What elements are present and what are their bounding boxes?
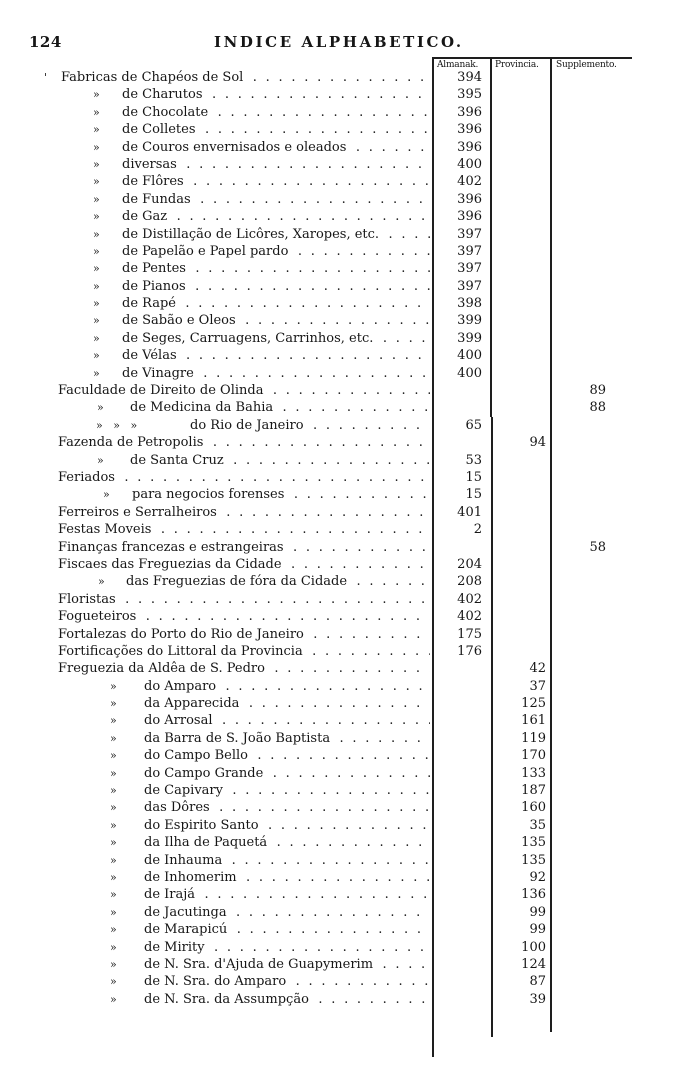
entry-text (58, 556, 430, 573)
entry-text (122, 226, 430, 243)
index-row (0, 904, 693, 921)
supplemento-page: 88 (589, 400, 606, 416)
entry-text (144, 921, 430, 938)
index-row (0, 208, 693, 225)
provincia-page: 42 (529, 661, 546, 677)
index-row (0, 886, 693, 903)
entry-label: Fortalezas do Porto do Rio de Janeiro (58, 627, 307, 642)
provincia-page: 161 (521, 713, 546, 729)
index-row (0, 243, 693, 260)
entry-text (122, 312, 430, 329)
almanak-page: 397 (457, 278, 482, 294)
almanak-page: 399 (457, 330, 482, 346)
entry-label: do Espirito Santo (144, 818, 262, 833)
ditto-mark: » (93, 192, 100, 206)
entry-text (122, 278, 430, 295)
provincia-page: 133 (521, 765, 546, 781)
entry-label: de N. Sra. d'Ajuda de Guapymerim (144, 957, 376, 972)
index-row (0, 956, 693, 973)
page-title: INDICE ALPHABETICO. (214, 33, 464, 51)
provincia-page: 170 (521, 748, 546, 764)
almanak-page: 15 (465, 469, 482, 485)
entry-text (130, 452, 430, 469)
entry-text (132, 486, 430, 503)
ditto-mark: » (93, 314, 100, 328)
entry-label: de Medicina da Bahia (130, 400, 276, 415)
entry-label: de Vinagre (122, 366, 197, 381)
index-row (0, 434, 693, 451)
index-row (0, 834, 693, 851)
ditto-mark: » (110, 836, 117, 850)
provincia-page: 125 (521, 696, 546, 712)
index-row (0, 556, 693, 573)
entry-label: de Seges, Carruagens, Carrinhos, etc. (122, 331, 376, 346)
entry-text (144, 782, 430, 799)
index-row (0, 660, 693, 677)
index-row (0, 191, 693, 208)
almanak-page: 208 (457, 574, 482, 590)
ditto-mark: » (110, 905, 117, 919)
provincia-page: 135 (521, 835, 546, 851)
entry-label: de Jacutinga (144, 905, 230, 920)
entry-text (144, 678, 430, 695)
provincia-page: 160 (521, 800, 546, 816)
ditto-mark: » (93, 123, 100, 137)
provincia-page: 94 (529, 435, 546, 451)
index-row (0, 330, 693, 347)
ditto-mark: » (110, 975, 117, 989)
ditto-mark: » (110, 766, 117, 780)
entry-text (144, 939, 430, 956)
index-row (0, 121, 693, 138)
entry-label: de Charutos (122, 87, 206, 102)
entry-text (130, 399, 430, 416)
almanak-page: 400 (457, 348, 482, 364)
index-row (0, 730, 693, 747)
provincia-page: 99 (529, 922, 546, 938)
entry-label: Fortificações do Littoral da Provincia (58, 644, 306, 659)
entry-label: de Papelão e Papel pardo (122, 244, 291, 259)
entry-text (144, 799, 430, 816)
entry-label: de Santa Cruz (130, 453, 227, 468)
ditto-mark: » (110, 801, 117, 815)
index-row (0, 782, 693, 799)
entry-label: de Irajá (144, 887, 198, 902)
entry-text (58, 382, 430, 399)
almanak-page: 396 (457, 104, 482, 120)
index-row (0, 712, 693, 729)
entry-label: de Pentes (122, 261, 189, 276)
entry-label: Festas Moveis (58, 522, 154, 537)
entry-label: de Vélas (122, 348, 180, 363)
ditto-mark: » (110, 853, 117, 867)
index-row (0, 573, 693, 590)
ditto-mark: » (110, 923, 117, 937)
entry-text (144, 904, 430, 921)
index-row (0, 521, 693, 538)
entry-label: de Pianos (122, 279, 189, 294)
almanak-page: 396 (457, 122, 482, 138)
provincia-page: 135 (521, 852, 546, 868)
entry-label: Faculdade de Direito de Olinda (58, 383, 266, 398)
ditto-mark: » (93, 105, 100, 119)
ditto-mark: » (110, 731, 117, 745)
almanak-page: 176 (457, 643, 482, 659)
provincia-page: 37 (529, 678, 546, 694)
index-row (0, 678, 693, 695)
ditto-mark: » (110, 749, 117, 763)
entry-text (122, 156, 430, 173)
entry-label: Floristas (58, 592, 119, 607)
index-row (0, 626, 693, 643)
entry-text (144, 886, 430, 903)
entry-label: de Rapé (122, 296, 179, 311)
provincia-page: 187 (521, 783, 546, 799)
provincia-page: 39 (529, 991, 546, 1007)
index-row (0, 869, 693, 886)
entry-label: de Colletes (122, 122, 199, 137)
entry-text (58, 626, 430, 643)
ditto-mark: » (103, 488, 110, 502)
index-row (0, 991, 693, 1008)
entry-text (122, 347, 430, 364)
header-rule (432, 57, 632, 59)
entry-label: de Gaz (122, 209, 170, 224)
ditto-mark: » (93, 331, 100, 345)
index-row (0, 260, 693, 277)
ditto-mark: » (110, 697, 117, 711)
entry-text (122, 139, 430, 156)
index-row (0, 643, 693, 660)
index-row (0, 139, 693, 156)
index-row (0, 295, 693, 312)
entry-text (122, 173, 430, 190)
entry-label: de Couros envernisados e oleados (122, 140, 349, 155)
index-row (0, 852, 693, 869)
index-row (0, 591, 693, 608)
index-row (0, 469, 693, 486)
index-row (0, 921, 693, 938)
entry-text (122, 86, 430, 103)
entry-label: de Distillação de Licôres, Xaropes, etc. (122, 227, 382, 242)
supplemento-page: 89 (589, 383, 606, 399)
provincia-page: 119 (521, 730, 546, 746)
ditto-mark: » (93, 157, 100, 171)
provincia-page: 99 (529, 904, 546, 920)
entry-label: de Fundas (122, 192, 194, 207)
entry-label: do Campo Bello (144, 748, 251, 763)
entry-label: diversas (122, 157, 180, 172)
entry-label: do Campo Grande (144, 766, 266, 781)
almanak-page: 394 (457, 70, 482, 85)
entry-text (122, 208, 430, 225)
entry-text (58, 608, 430, 625)
entry-label: Fogueteiros (58, 609, 139, 624)
index-row (0, 69, 693, 86)
entry-text (122, 260, 430, 277)
entry-label: das Dôres (144, 800, 213, 815)
almanak-page: 396 (457, 191, 482, 207)
ditto-mark: » (93, 297, 100, 311)
ditto-mark: » (110, 784, 117, 798)
entry-label: do Arrosal (144, 713, 216, 728)
almanak-page: 400 (457, 156, 482, 172)
entry-label: da Ilha de Paquetá (144, 835, 270, 850)
ditto-mark: » (110, 679, 117, 693)
index-row (0, 278, 693, 295)
index-row (0, 799, 693, 816)
entry-text (58, 504, 430, 521)
entry-label: de Mirity (144, 940, 208, 955)
entry-text (122, 365, 430, 382)
index-row (0, 347, 693, 364)
index-row (0, 382, 693, 399)
entry-text (58, 469, 430, 486)
entry-label: de Marapicú (144, 922, 230, 937)
column-header-supplemento: Supplemento. (556, 60, 617, 70)
index-row (0, 765, 693, 782)
entry-label: Fiscaes das Freguezias da Cidade (58, 557, 285, 572)
ditto-mark: » (110, 870, 117, 884)
entry-label: da Apparecida (144, 696, 242, 711)
entry-text (144, 834, 430, 851)
ditto-mark: » (93, 279, 100, 293)
index-row (0, 104, 693, 121)
entry-label: Fabricas de Chapéos de Sol (61, 70, 246, 85)
entry-text (144, 747, 430, 764)
index-row (0, 312, 693, 329)
almanak-page: 395 (457, 87, 482, 103)
entry-label: do Rio de Janeiro (190, 418, 307, 433)
ditto-mark: » (93, 366, 100, 380)
entry-label: de Sabão e Oleos (122, 313, 239, 328)
entry-label: Ferreiros e Serralheiros (58, 505, 220, 520)
entry-text (144, 869, 430, 886)
almanak-page: 2 (473, 522, 482, 538)
entry-text (190, 417, 430, 434)
entry-text (122, 121, 430, 138)
entry-text (122, 191, 430, 208)
index-row (0, 747, 693, 764)
index-row (0, 539, 693, 556)
provincia-page: 124 (521, 956, 546, 972)
ditto-mark: » » » (96, 418, 138, 432)
ditto-mark: » (93, 227, 100, 241)
entry-label: do Amparo (144, 679, 219, 694)
almanak-page: 65 (465, 417, 482, 433)
ditto-mark: ' (44, 71, 48, 84)
almanak-page: 397 (457, 261, 482, 277)
almanak-page: 402 (457, 174, 482, 190)
entry-text (58, 434, 430, 451)
entry-text (144, 973, 430, 990)
almanak-page: 402 (457, 609, 482, 625)
ditto-mark: » (93, 88, 100, 102)
entry-label: para negocios forenses (132, 487, 287, 502)
index-row (0, 226, 693, 243)
entry-text (126, 573, 430, 590)
ditto-mark: » (110, 940, 117, 954)
provincia-page: 87 (529, 974, 546, 990)
entry-text (61, 69, 430, 86)
almanak-page: 15 (465, 487, 482, 503)
page-number: 124 (29, 33, 62, 51)
index-row (0, 608, 693, 625)
ditto-mark: » (93, 262, 100, 276)
index-row (0, 156, 693, 173)
almanak-page: 396 (457, 139, 482, 155)
entry-text (122, 243, 430, 260)
entry-text (144, 730, 430, 747)
entry-text (58, 591, 430, 608)
entry-label: da Barra de S. João Baptista (144, 731, 333, 746)
index-row (0, 365, 693, 382)
ditto-mark: » (93, 244, 100, 258)
almanak-page: 397 (457, 243, 482, 259)
entry-label: de N. Sra. da Assumpção (144, 992, 312, 1007)
entry-text (122, 330, 430, 347)
entry-text (122, 104, 430, 121)
entry-text (144, 765, 430, 782)
entry-text (144, 712, 430, 729)
entry-label: Freguezia da Aldêa de S. Pedro (58, 661, 268, 676)
entry-label: de Inhauma (144, 853, 225, 868)
ditto-mark: » (93, 210, 100, 224)
supplemento-page: 58 (589, 539, 606, 555)
provincia-page: 136 (521, 887, 546, 903)
entry-label: Finanças francezas e estrangeiras (58, 540, 287, 555)
entry-text (144, 695, 430, 712)
column-header-provincia: Provincia. (495, 60, 539, 70)
ditto-mark: » (110, 818, 117, 832)
index-row (0, 973, 693, 990)
entry-text (144, 817, 430, 834)
ditto-mark: » (93, 140, 100, 154)
ditto-mark: » (93, 175, 100, 189)
index-row (0, 504, 693, 521)
entry-label: das Freguezias de fóra da Cidade (126, 574, 350, 589)
entry-text (144, 852, 430, 869)
provincia-page: 35 (529, 817, 546, 833)
almanak-page: 175 (457, 626, 482, 642)
index-row (0, 486, 693, 503)
index-row (0, 939, 693, 956)
ditto-mark: » (97, 453, 104, 467)
almanak-page: 400 (457, 365, 482, 381)
index-row (0, 817, 693, 834)
entry-text (58, 660, 430, 677)
almanak-page: 396 (457, 209, 482, 225)
entry-label: de N. Sra. do Amparo (144, 974, 289, 989)
provincia-page: 100 (521, 939, 546, 955)
entry-label: Fazenda de Petropolis (58, 435, 206, 450)
index-row (0, 399, 693, 416)
index-row (0, 86, 693, 103)
entry-label: Feriados (58, 470, 118, 485)
ditto-mark: » (97, 401, 104, 415)
provincia-page: 92 (529, 869, 546, 885)
entry-label: de Flôres (122, 174, 187, 189)
ditto-mark: » (110, 992, 117, 1006)
entry-text (58, 539, 430, 556)
entry-text (144, 956, 430, 973)
index-row (0, 452, 693, 469)
index-row (0, 173, 693, 190)
entry-label: de Inhomerim (144, 870, 240, 885)
ditto-mark: » (110, 714, 117, 728)
ditto-mark: » (98, 575, 105, 589)
almanak-page: 204 (457, 556, 482, 572)
almanak-page: 53 (465, 452, 482, 468)
index-row (0, 695, 693, 712)
ditto-mark: » (93, 349, 100, 363)
entry-label: de Chocolate (122, 105, 211, 120)
entry-label: de Capivary (144, 783, 226, 798)
almanak-page: 398 (457, 296, 482, 312)
almanak-page: 397 (457, 226, 482, 242)
index-row (0, 417, 693, 434)
almanak-page: 401 (457, 504, 482, 520)
entry-text (122, 295, 430, 312)
entry-text (144, 991, 430, 1008)
entry-text (58, 643, 430, 660)
entry-text (58, 521, 430, 538)
ditto-mark: » (110, 888, 117, 902)
almanak-page: 402 (457, 591, 482, 607)
index-entries (0, 69, 693, 1008)
almanak-page: 399 (457, 313, 482, 329)
column-header-almanak: Almanak. (437, 60, 479, 70)
ditto-mark: » (110, 957, 117, 971)
